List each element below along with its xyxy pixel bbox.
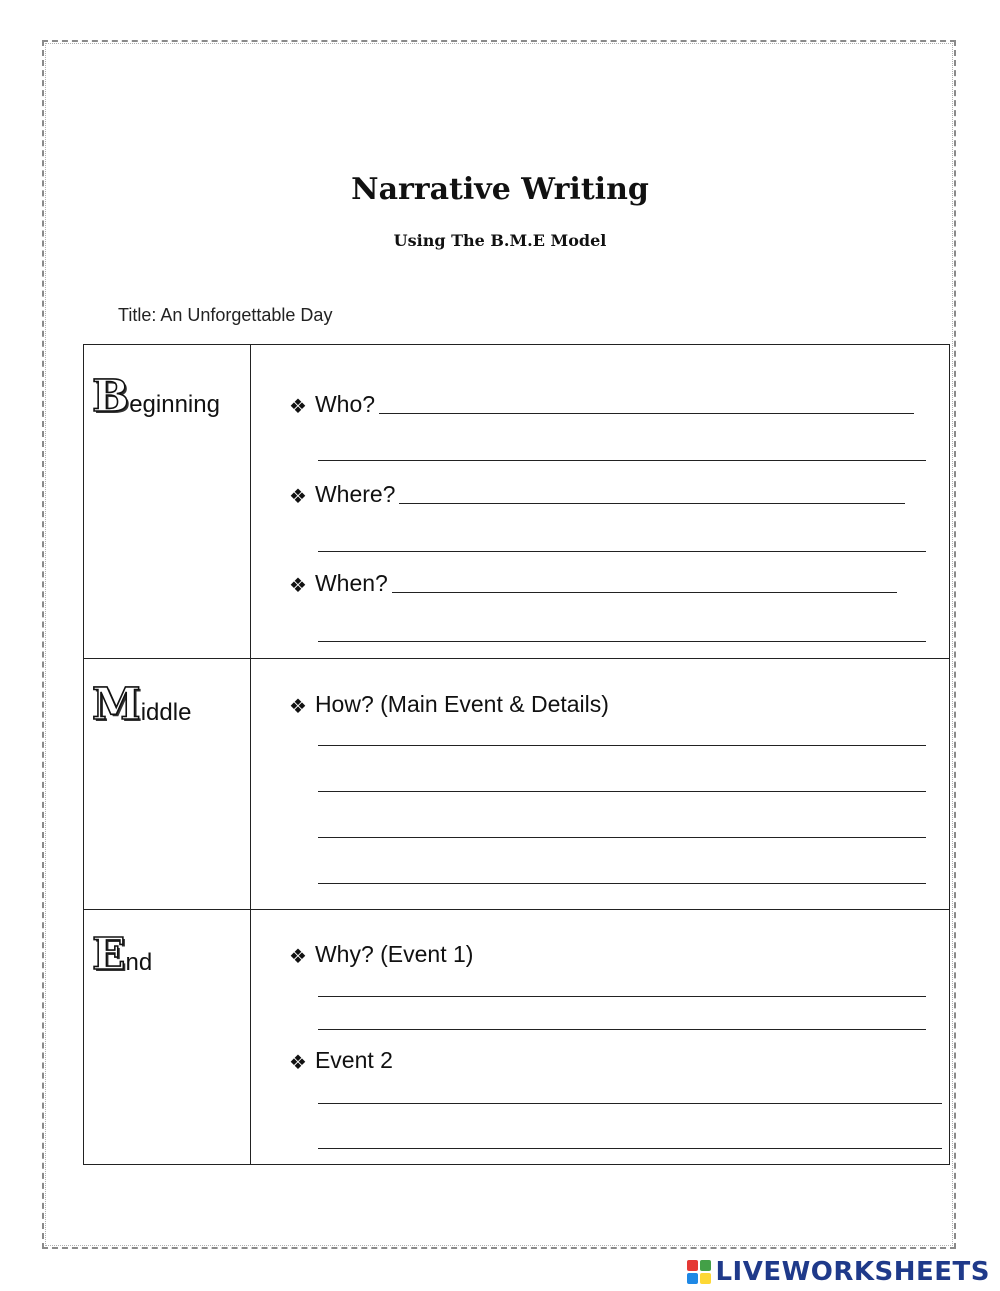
section-label-beginning bbox=[92, 371, 220, 422]
section-label-end bbox=[92, 929, 153, 980]
question-label: Event 2 bbox=[314, 1047, 393, 1073]
question-why bbox=[289, 941, 473, 968]
four-diamond-bullet-icon: ❖ bbox=[289, 1050, 307, 1074]
answer-line[interactable] bbox=[318, 883, 926, 884]
answer-line[interactable] bbox=[399, 502, 905, 504]
logo-blocks-icon bbox=[687, 1260, 711, 1284]
section-label-rest: eginning bbox=[129, 391, 220, 418]
answer-line[interactable] bbox=[379, 412, 914, 414]
story-title: Title: An Unforgettable Day bbox=[118, 305, 333, 325]
column-divider bbox=[250, 345, 251, 1164]
answer-line[interactable] bbox=[318, 641, 926, 642]
question-label: Who? bbox=[314, 391, 376, 417]
question-who bbox=[289, 391, 914, 418]
question-event-2 bbox=[289, 1047, 393, 1074]
four-diamond-bullet-icon: ❖ bbox=[289, 484, 307, 508]
question-when bbox=[289, 570, 897, 597]
brand-name: LIVEWORKSHEETS bbox=[715, 1257, 990, 1287]
four-diamond-bullet-icon: ❖ bbox=[289, 944, 307, 968]
answer-line[interactable] bbox=[318, 745, 926, 746]
section-initial: B bbox=[92, 371, 129, 422]
answer-line[interactable] bbox=[318, 837, 926, 838]
answer-line[interactable] bbox=[318, 1148, 942, 1149]
question-how bbox=[289, 691, 609, 718]
four-diamond-bullet-icon: ❖ bbox=[289, 394, 307, 418]
row-divider bbox=[84, 658, 949, 659]
question-where bbox=[289, 481, 905, 508]
question-label: How? (Main Event & Details) bbox=[314, 691, 609, 717]
bme-table bbox=[83, 344, 950, 1165]
answer-line[interactable] bbox=[318, 460, 926, 461]
answer-line[interactable] bbox=[392, 591, 897, 593]
answer-line[interactable] bbox=[318, 1103, 942, 1104]
row-divider bbox=[84, 909, 949, 910]
question-label: Where? bbox=[314, 481, 396, 507]
question-label: Why? (Event 1) bbox=[314, 941, 474, 967]
answer-line[interactable] bbox=[318, 996, 926, 997]
section-label-rest: nd bbox=[125, 949, 153, 976]
liveworksheets-logo bbox=[687, 1257, 990, 1287]
four-diamond-bullet-icon: ❖ bbox=[289, 573, 307, 597]
question-label: When? bbox=[314, 570, 388, 596]
section-label-rest: iddle bbox=[140, 699, 192, 726]
section-label-middle bbox=[92, 679, 192, 730]
answer-line[interactable] bbox=[318, 551, 926, 552]
worksheet-title: Narrative Writing bbox=[351, 172, 649, 207]
section-initial: E bbox=[92, 929, 125, 980]
answer-line[interactable] bbox=[318, 1029, 926, 1030]
answer-line[interactable] bbox=[318, 791, 926, 792]
four-diamond-bullet-icon: ❖ bbox=[289, 694, 307, 718]
worksheet-subtitle: Using The B.M.E Model bbox=[393, 231, 607, 250]
section-initial: M bbox=[92, 679, 140, 730]
